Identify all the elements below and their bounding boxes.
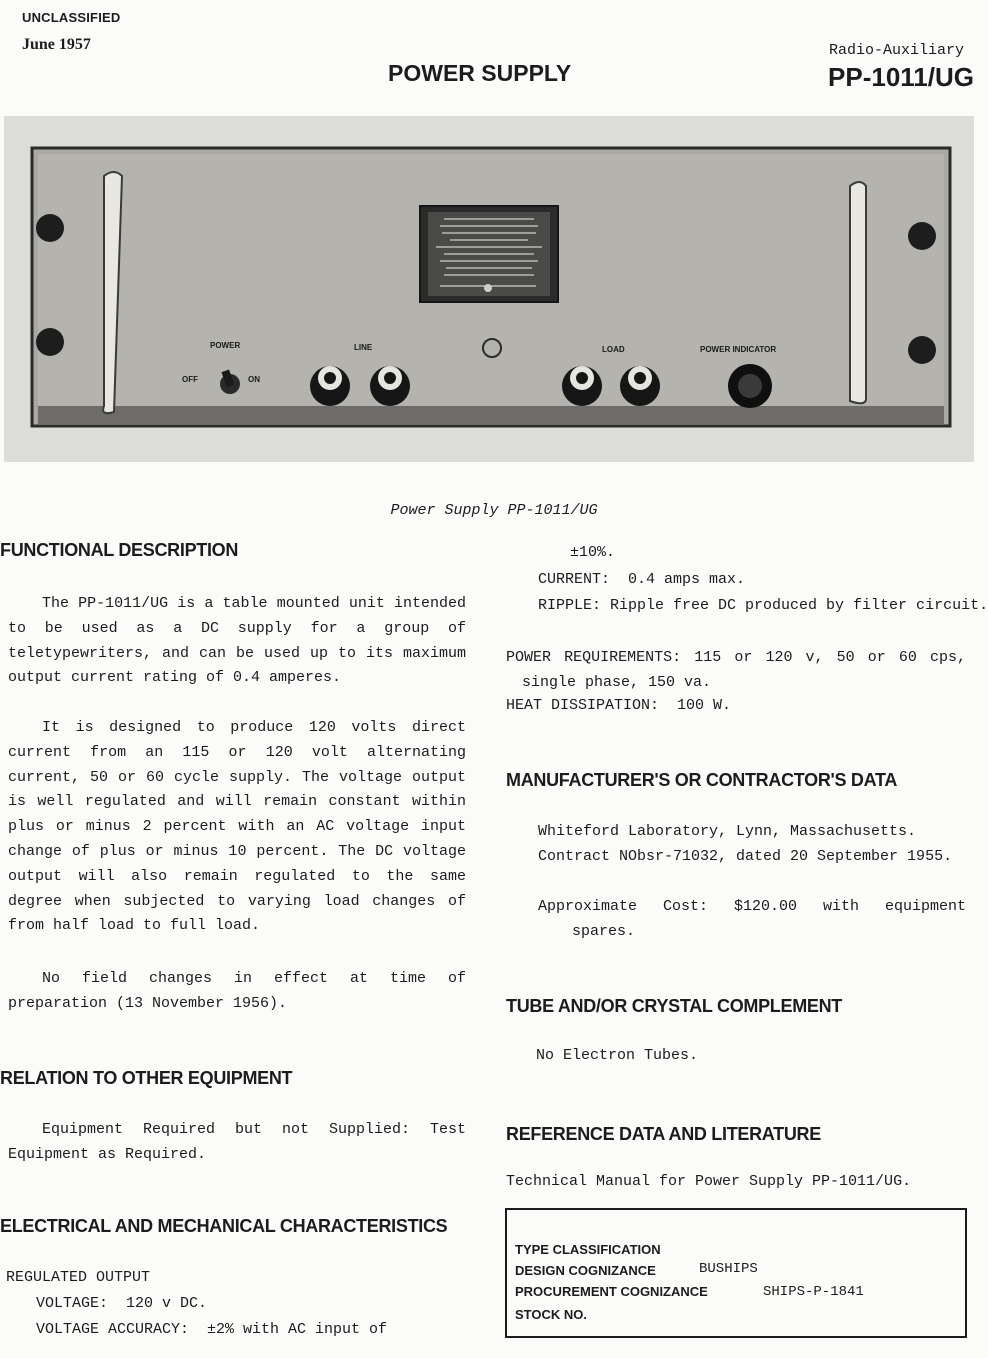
manufacturer-line-3: Approximate Cost: $120.00 with equipment spares. xyxy=(538,898,966,940)
tube-text: No Electron Tubes. xyxy=(536,1047,699,1064)
voltage-accuracy-continued: ±10%. xyxy=(570,544,616,561)
ripple-value: RIPPLE: Ripple free DC produced by filter circuit. xyxy=(538,597,988,614)
current-value: CURRENT: 0.4 amps max. xyxy=(538,571,746,588)
heading-electrical-mechanical: ELECTRICAL AND MECHANICAL CHARACTERISTICS xyxy=(0,1216,448,1236)
manufacturer-line-1: Whiteford Laboratory, Lynn, Massachusetts. xyxy=(538,823,917,840)
heat-dissipation: HEAT DISSIPATION: 100 W. xyxy=(506,697,732,714)
photo-caption: Power Supply PP-1011/UG xyxy=(390,502,598,519)
power-requirements-text: POWER REQUIREMENTS: 115 or 120 v, 50 or 60 cps, single phase, 150 va. xyxy=(506,649,966,691)
procurement-cognizance-label: PROCUREMENT COGNIZANCE xyxy=(515,1284,708,1299)
heading-manufacturer-data: MANUFACTURER'S OR CONTRACTOR'S DATA xyxy=(506,770,898,790)
stock-number-label: STOCK NO. xyxy=(515,1307,587,1322)
heading-reference-data: REFERENCE DATA AND LITERATURE xyxy=(506,1124,821,1144)
relation-text: Equipment Required but not Supplied: Test Equipment as Required. xyxy=(8,1121,466,1163)
reference-text: Technical Manual for Power Supply PP-1011/UG. xyxy=(506,1173,912,1190)
voltage-accuracy: VOLTAGE ACCURACY: ±2% with AC input of xyxy=(36,1321,388,1338)
equipment-photo xyxy=(4,116,974,462)
classification-marking: UNCLASSIFIED xyxy=(22,10,121,25)
panel-label-off: OFF xyxy=(182,375,198,384)
equipment-category: Radio-Auxiliary xyxy=(828,42,964,59)
manufacturer-line-2: Contract NObsr-71032, dated 20 September 1955. xyxy=(538,848,953,865)
panel-label-line: LINE xyxy=(354,343,373,352)
heading-relation-to-other-equipment: RELATION TO OTHER EQUIPMENT xyxy=(0,1068,293,1088)
document-date: June 1957 xyxy=(22,36,91,53)
panel-label-load: LOAD xyxy=(602,345,625,354)
page-title: POWER SUPPLY xyxy=(388,60,572,86)
design-cognizance-value: BUSHIPS xyxy=(699,1261,758,1277)
voltage-value: VOLTAGE: 120 v DC. xyxy=(36,1295,208,1312)
type-classification-label: TYPE CLASSIFICATION xyxy=(515,1242,661,1257)
regulated-output-label: REGULATED OUTPUT xyxy=(6,1269,151,1286)
design-cognizance-label: DESIGN COGNIZANCE xyxy=(515,1263,656,1278)
panel-label-power-indicator: POWER INDICATOR xyxy=(700,345,777,354)
functional-paragraph-1: The PP-1011/UG is a table mounted unit intended to be used as a DC supply for a group of teletypewriters, and can be used up to its maximum output current rating of 0.4 amperes. xyxy=(8,595,466,687)
model-number: PP-1011/UG xyxy=(828,62,974,92)
type-classification-box xyxy=(505,1208,967,1338)
panel-label-power: POWER xyxy=(210,341,241,350)
power-requirements xyxy=(506,646,966,696)
heading-functional-description: FUNCTIONAL DESCRIPTION xyxy=(0,540,239,560)
panel-label-on: ON xyxy=(248,375,260,384)
procurement-cognizance-value: SHIPS-P-1841 xyxy=(763,1284,864,1300)
heading-tube-crystal: TUBE AND/OR CRYSTAL COMPLEMENT xyxy=(506,996,842,1016)
functional-paragraph-3: No field changes in effect at time of preparation (13 November 1956). xyxy=(8,970,466,1012)
power-supply-illustration xyxy=(4,116,974,462)
functional-paragraph-2: It is designed to produce 120 volts direct current from an 115 or 120 volt alternating current, 50 or 60 cycle supply. The voltage output is well regulated and will remain constant within plus or minus 2 percent with an AC voltage input change of plus or minus 10 percent. The DC voltage output will also remain regulated to the same degree when subjected to varying load changes of from half load to full load. xyxy=(8,719,466,935)
